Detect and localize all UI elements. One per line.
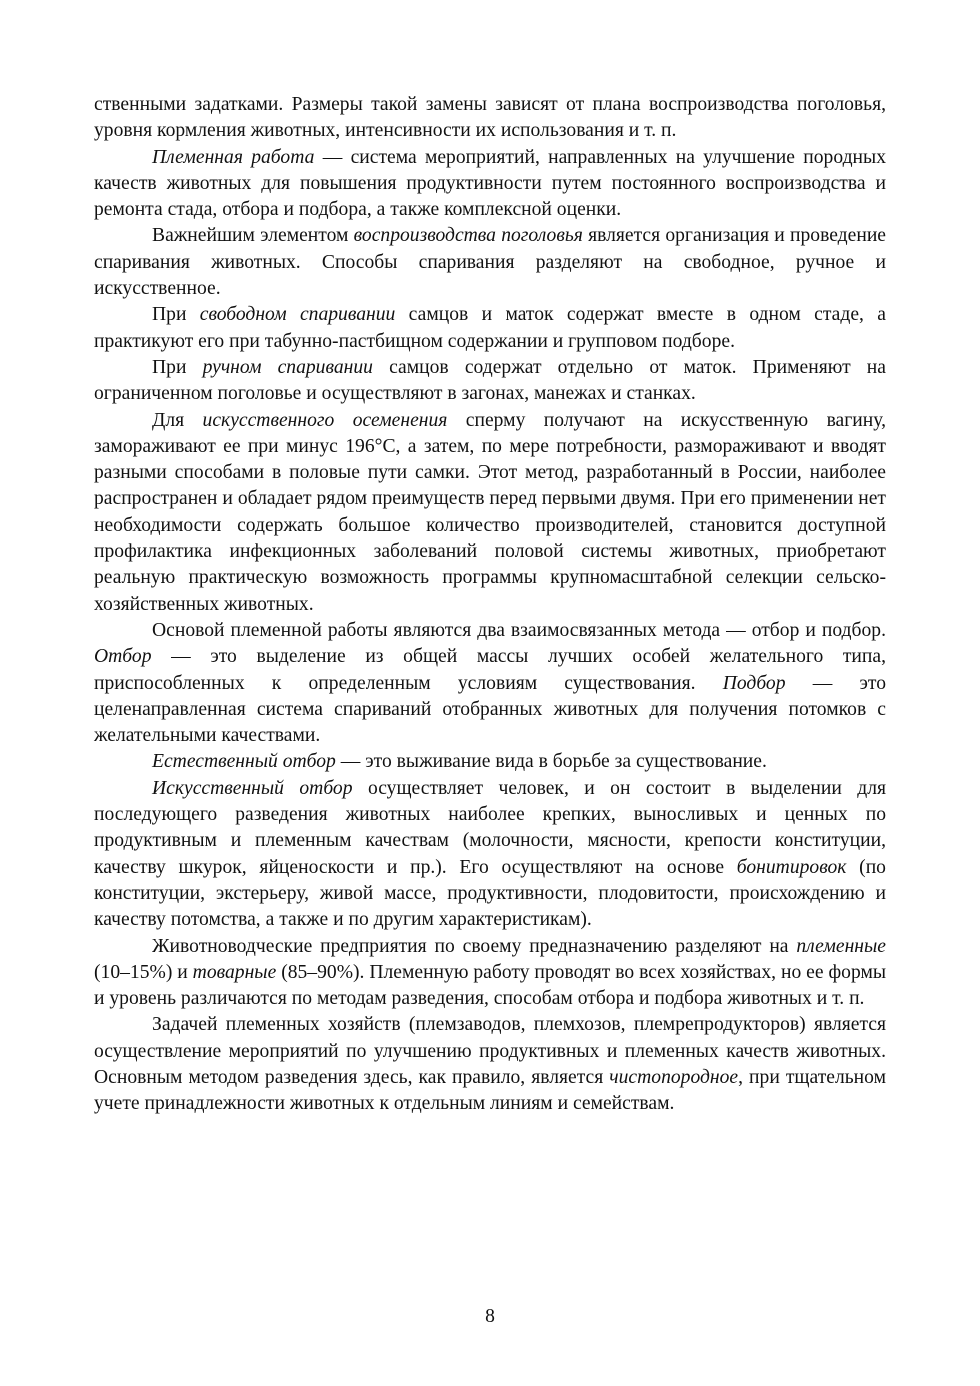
page-number: 8 [485,1306,495,1327]
text-run: (по конституции, экстерьеру, живой массе, продуктивности, плодовитости, происхождению и качеству потомства, а также и по другим характеристикам). [94,856,886,931]
text-run: осуществляет человек, и он состоит в выделении для последующего разведения животных наиболее крепких, выносливых и ценных по продуктивным и племенным качествам (молочности, мясности, крепости конституции, качеству шкурок, яйценоскости и пр.). Его осуществляют на основе [94,777,887,878]
paragraph [94,302,886,355]
text-run: Для [152,409,203,431]
text-run: — система мероприятий, направленных на улучшение породных качеств животных для повышения продуктивности путем постоянного воспроизводства и ремонта стада, отбора и подбора, а также комплексной оценки. [94,146,887,221]
paragraph [94,749,886,775]
text-run: сперму получают на искусственную вагину, замораживают ее при минус 196°С, а затем, по мере потребности, размораживают и вводят разными способами в половые пути самки. Этот метод, разработанный в России, наиболее распространен и обладает рядом преимуществ перед первыми двумя. При его применении нет необходимости содержать большое количество производителей, становится доступной профилактика инфекционных заболеваний половой системы животных, приобретают реальную практическую возможность программы крупномасштабной селекции сельскохозяйственных животных. [94,409,886,615]
text-run: Животноводческие предприятия по своему предназначению разделяют на [152,935,797,957]
text-run: — это целенаправленная система спариваний отобранных животных для получения потомков с желательными качествами. [94,672,887,747]
italic-term: Отбор [94,646,152,668]
italic-term: Искусственный отбор [152,777,353,799]
italic-term: воспроизводства поголовья [353,225,583,247]
paragraph [94,223,886,302]
text-run: Задачей племенных хозяйств (племзаводов, племхозов, племрепродукторов) является осуществление мероприятий по улучшению продуктивных и племенных качеств животных. Основным методом разведения здесь, как правило, является [94,1014,886,1088]
italic-term: товарные [192,961,277,983]
paragraph [94,408,886,618]
text-run: При [152,356,203,378]
italic-term: чистопородное [609,1066,739,1088]
italic-term: Естественный отбор [152,751,336,773]
text-run: ственными задатками. Размеры такой замены зависят от плана воспроизводства поголовья, уровня кормления животных, интенсивности их использования и т. п. [94,94,886,142]
italic-term: Племенная работа [152,146,315,168]
document-body [94,92,886,1118]
text-run: является организация и проведение спаривания животных. Способы спаривания разделяют на свободное, ручное и искусственное. [94,225,887,300]
italic-term: племенные [796,935,886,957]
text-run: При [152,304,200,326]
text-run: — это выживание вида в борьбе за существование. [335,751,767,773]
text-run: (85–90%). Племенную работу проводят во всех хозяйствах, но ее формы и уровень различаются по методам разведения, способам отбора и подбора животных и т. п. [94,961,887,1010]
italic-term: Подбор [722,672,786,694]
italic-term: бонитировок [736,856,847,878]
italic-term: искусственного осеменения [202,409,448,431]
paragraph [94,618,886,749]
italic-term: свободном спаривании [199,304,396,326]
text-run: самцов содержат отдельно от маток. Применяют на ограниченном поголовье и осуществляют в загонах, манежах и станках. [94,356,886,405]
text-run: — это выделение из общей массы лучших особей желательного типа, приспособленных к определенным условиям существования. [94,646,886,694]
paragraph [94,145,886,224]
paragraph [94,92,886,145]
paragraph [94,355,886,408]
text-run: Основой племенной работы являются два взаимосвязанных метода — отбор и подбор. [152,619,886,641]
text-run: самцов и маток содержат вместе в одном стаде, а практикуют его при табунно-пастбищном содержании и групповом подборе. [94,304,886,352]
text-run: Важнейшим элементом [152,225,354,247]
text-run: (10–15%) и [94,961,193,983]
paragraph [94,1012,886,1117]
paragraph [94,934,886,1013]
italic-term: ручном спаривании [202,356,373,378]
paragraph [94,776,886,934]
text-run: , при тщательном учете принадлежности животных к отдельным линиям и семействам. [94,1066,886,1115]
